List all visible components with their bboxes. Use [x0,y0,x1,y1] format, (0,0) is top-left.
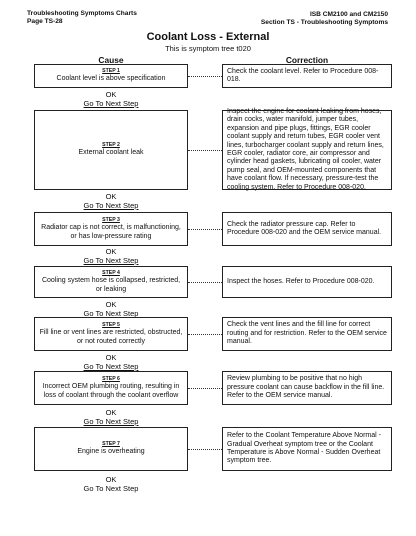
connector-line [188,282,222,283]
cause-box-step-6 [34,371,188,405]
cause-box-step-3 [34,212,188,246]
correction-box-step-2 [222,107,392,191]
connector-line [188,150,222,151]
step-label: STEP 1 [102,68,120,75]
correction-text: Inspect the engine for coolant leaking from hoses, drain cocks, water manifold, jumper tubes, expansion and pipe plugs, fittings, EGR cooler coolant supply and return tubes, EGR cooler vent lines, turbocharger coolant supply and return lines, EGR cooler, radiator core, air compressor and cylinder head gaskets, lubricating oil cooler, water pump seal, and OEM-mounted components that have coolant flow. If necessary, pressure-test the cooling system. Refer to Procedure 008-020. [227,107,384,191]
correction-box-step-5 [222,317,392,351]
ok-label: OK [105,408,117,417]
symptom-tree-id: This is symptom tree t020 [165,44,251,53]
step-label: STEP 2 [102,142,120,149]
correction-box-step-6 [222,371,392,405]
ok-label: OK [105,247,117,256]
go-to-next-step: Go To Next Step [83,417,139,426]
correction-text: Refer to the Coolant Temperature Above Normal - Gradual Overheat symptom tree or the Coolant Temperature is Above Normal - Sudden Overheat symptom tree. [227,432,381,465]
go-to-next-step: Go To Next Step [83,256,139,265]
ok-next-2 [34,192,188,210]
cause-text: Engine is overheating [77,448,145,456]
page-header-right [261,11,388,27]
connector-line [188,449,222,450]
chart-series-title: Troubleshooting Symptoms Charts [27,10,137,17]
ok-next-1 [34,90,188,108]
correction-text: Check the coolant level. Refer to Procedure 008-018. [227,67,379,83]
go-to-next-step: Go To Next Step [83,99,139,108]
ok-label: OK [105,353,117,362]
cause-box-step-7 [34,427,188,471]
ok-label: OK [105,192,117,201]
page-title: Coolant Loss - External [146,31,270,43]
step-label: STEP 5 [102,322,120,329]
cause-box-step-2 [34,110,188,190]
page-number: Page TS-28 [27,18,63,25]
correction-text: Review plumbing to be positive that no high pressure coolant can cause backflow in the fill line. Refer to the OEM service manual. [227,375,385,400]
cause-column-header: Cause [98,55,124,65]
go-to-next-step: Go To Next Step [83,484,139,493]
cause-box-step-1 [34,64,188,88]
ok-next-5 [34,353,188,371]
section-name: Section TS - Troubleshooting Symptoms [260,19,388,26]
ok-label: OK [105,475,117,484]
ok-next-3 [34,247,188,265]
cause-text: Coolant level is above specification [56,75,166,83]
go-to-next-step: Go To Next Step [83,201,139,210]
correction-text: Check the radiator pressure cap. Refer to Procedure 008-020 and the OEM service manual. [227,220,382,236]
correction-text: Check the vent lines and the fill line for correct routing and for restriction. Refer to the OEM service manual. [227,321,387,346]
cause-text: Cooling system hose is collapsed, restricted, or leaking [41,277,181,293]
ok-next-7 [34,475,188,493]
connector-line [188,334,222,335]
step-label: STEP 6 [102,376,120,383]
go-to-next-step: Go To Next Step [83,309,139,318]
connector-line [188,76,222,77]
correction-text: Inspect the hoses. Refer to Procedure 008-020. [227,277,375,285]
ok-next-6 [34,408,188,426]
cause-text: External coolant leak [78,149,144,157]
ok-next-4 [34,300,188,318]
cause-text: Fill line or vent lines are restricted, obstructed, or not routed correctly [39,329,183,345]
engine-model: ISB CM2100 and CM2150 [309,11,388,18]
page-header-left [27,10,137,26]
correction-box-step-1 [222,64,392,88]
correction-column-header: Correction [285,55,329,65]
step-label: STEP 3 [102,217,120,224]
cause-text: Radiator cap is not correct, is malfunctioning, or has low-pressure rating [41,224,181,240]
correction-box-step-3 [222,212,392,246]
connector-line [188,388,222,389]
step-label: STEP 7 [102,441,120,448]
step-label: STEP 4 [102,270,120,277]
cause-box-step-5 [34,317,188,351]
cause-text: Incorrect OEM plumbing routing, resulting in loss of coolant through the coolant overflow [42,383,180,399]
connector-line [188,229,222,230]
correction-box-step-7 [222,427,392,471]
ok-label: OK [105,300,117,309]
go-to-next-step: Go To Next Step [83,362,139,371]
ok-label: OK [105,90,117,99]
correction-box-step-4 [222,266,392,298]
cause-box-step-4 [34,266,188,298]
